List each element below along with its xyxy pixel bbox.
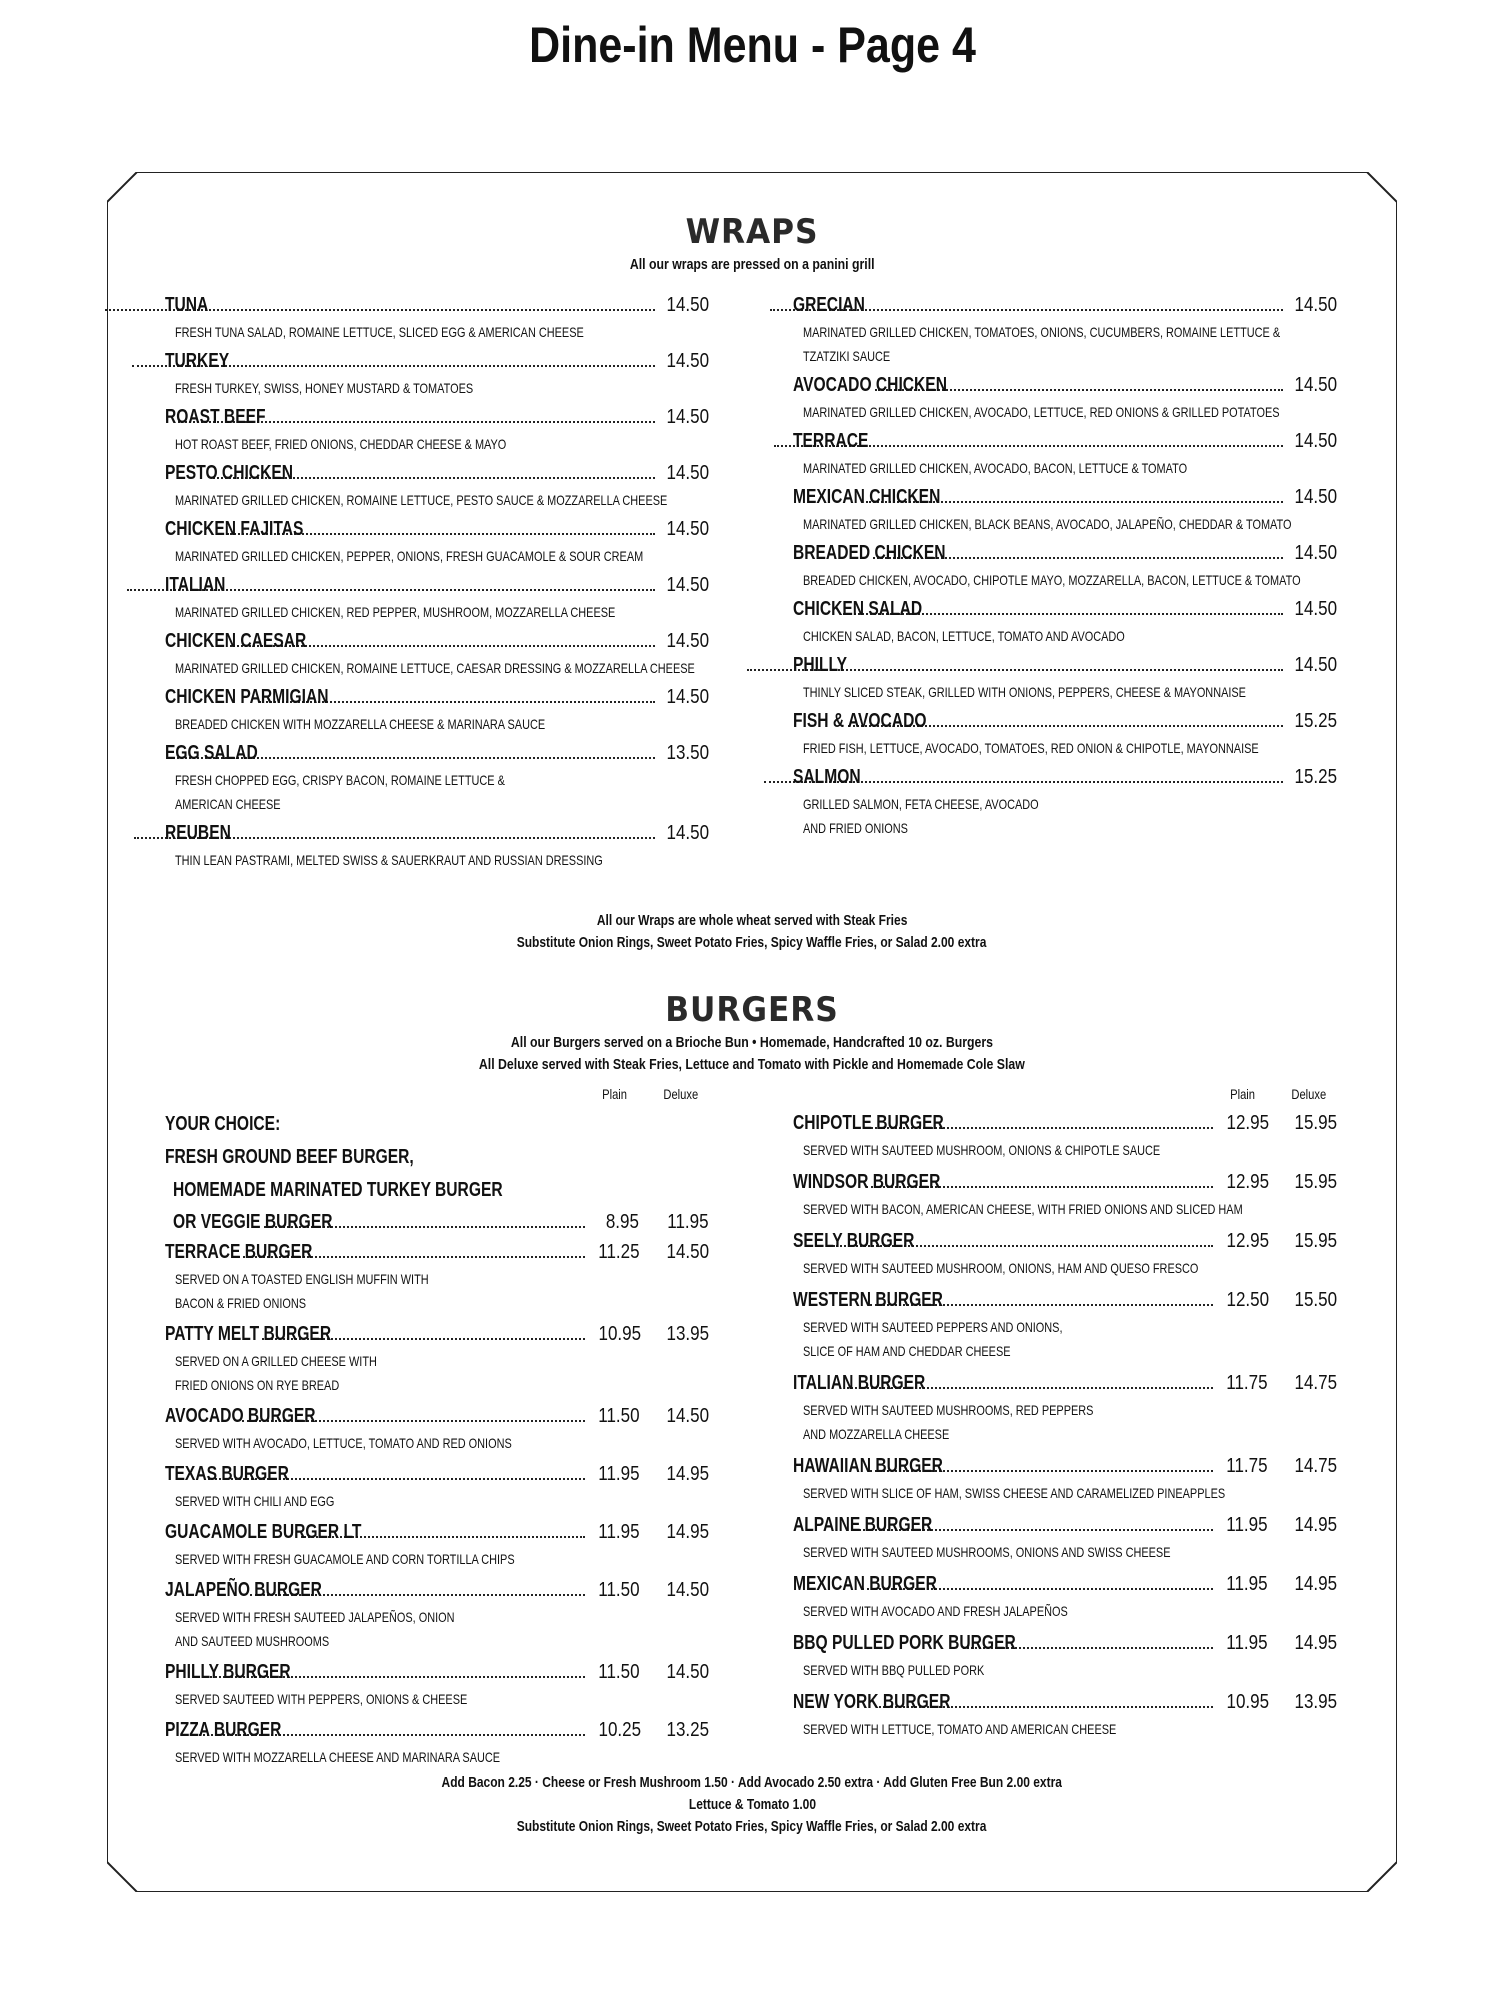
burger-plain-price: 11.25 (598, 1241, 640, 1263)
wrap-price: 14.50 (1294, 542, 1337, 564)
wrap-item (793, 594, 1337, 648)
wrap-item (793, 762, 1337, 840)
wrap-item (165, 458, 709, 512)
wrap-item-head (793, 650, 1337, 680)
wrap-item-head (165, 738, 709, 768)
burger-deluxe-price: 13.95 (666, 1323, 709, 1345)
burger-description (165, 1373, 709, 1397)
wrap-price: 14.50 (666, 630, 709, 652)
burger-deluxe-price: 13.95 (1294, 1691, 1337, 1713)
wrap-price: 14.50 (1294, 430, 1337, 452)
wrap-description-text: THIN LEAN PASTRAMI, MELTED SWISS & SAUERKRAUT AND RUSSIAN DRESSING (175, 852, 603, 868)
burger-name: ALPAINE BURGER (793, 1514, 933, 1536)
burger-plain-price: 11.95 (598, 1521, 640, 1543)
wrap-description (165, 320, 709, 344)
burger-plain-price: 11.75 (1226, 1455, 1268, 1477)
burger-description (165, 1349, 709, 1373)
burgers-subtitle-1: All our Burgers served on a Brioche Bun • Homemade, Handcrafted 10 oz. Burgers (510, 1034, 994, 1051)
wrap-price: 14.50 (666, 462, 709, 484)
wrap-description (793, 344, 1337, 368)
wrap-description-text: MARINATED GRILLED CHICKEN, ROMAINE LETTUCE, CAESAR DRESSING & MOZZARELLA CHEESE (175, 660, 695, 676)
burger-plain-price: 10.25 (598, 1719, 642, 1741)
wraps-note-1: All our Wraps are whole wheat served with Steak Fries (596, 912, 908, 929)
burger-name: WESTERN BURGER (793, 1289, 943, 1311)
wraps-subtitle: All our wraps are pressed on a panini grill (629, 256, 875, 273)
wrap-item (793, 650, 1337, 704)
wrap-description (165, 488, 709, 512)
burger-deluxe-price: 15.95 (1294, 1230, 1337, 1252)
burger-plain-price: 12.50 (1226, 1289, 1270, 1311)
burger-description-text: BACON & FRIED ONIONS (175, 1295, 307, 1311)
wrap-description (793, 456, 1337, 480)
wrap-description (165, 768, 709, 792)
wrap-item-head (165, 290, 709, 320)
wrap-description-text: HOT ROAST BEEF, FRIED ONIONS, CHEDDAR CHEESE & MAYO (175, 436, 507, 452)
wrap-description-text: CHICKEN SALAD, BACON, LETTUCE, TOMATO AND AVOCADO (803, 628, 1125, 644)
burger-description (793, 1398, 1337, 1422)
burger-description (165, 1629, 709, 1653)
wrap-item-head (793, 538, 1337, 568)
burger-item-head (793, 1226, 1337, 1256)
burger-description (793, 1599, 1337, 1623)
wrap-name: FISH & AVOCADO (793, 710, 927, 732)
wrap-price: 14.50 (666, 406, 709, 428)
burger-deluxe-price: 13.25 (666, 1719, 709, 1741)
burger-description-text: SERVED ON A GRILLED CHEESE WITH (175, 1353, 377, 1369)
burger-item-head (165, 1517, 709, 1547)
wrap-price: 14.50 (1294, 294, 1337, 316)
burger-item (793, 1569, 1337, 1623)
wrap-description (793, 568, 1337, 592)
wrap-description (793, 512, 1337, 536)
burger-item (793, 1167, 1337, 1221)
wrap-description-text: MARINATED GRILLED CHICKEN, RED PEPPER, MUSHROOM, MOZZARELLA CHEESE (175, 604, 616, 620)
burger-item-head (793, 1451, 1337, 1481)
burger-item (793, 1368, 1337, 1446)
menu-frame (107, 172, 1397, 1892)
burger-deluxe-price: 14.75 (1294, 1455, 1337, 1477)
wrap-price: 14.50 (666, 822, 709, 844)
burgers-title: BURGERS (665, 990, 839, 1030)
burger-description-text: SLICE OF HAM AND CHEDDAR CHEESE (803, 1343, 1011, 1359)
burger-name: SEELY BURGER (793, 1230, 915, 1252)
wrap-item-head (165, 570, 709, 600)
wrap-item-head (793, 482, 1337, 512)
wrap-name: CHICKEN FAJITAS (165, 518, 304, 540)
right-col-deluxe-header: Deluxe (1291, 1086, 1327, 1102)
wrap-item-head (165, 626, 709, 656)
burger-deluxe-price: 14.95 (666, 1521, 709, 1543)
wrap-item (165, 570, 709, 624)
burger-item (165, 1657, 709, 1711)
burger-name: HAWAIIAN BURGER (793, 1455, 943, 1477)
wrap-price: 14.50 (666, 686, 709, 708)
burger-description-text: SERVED SAUTEED WITH PEPPERS, ONIONS & CHEESE (175, 1691, 468, 1707)
burger-name: BBQ PULLED PORK BURGER (793, 1632, 1016, 1654)
wrap-description-text: BREADED CHICKEN, AVOCADO, CHIPOTLE MAYO, MOZZARELLA, BACON, LETTUCE & TOMATO (803, 572, 1301, 588)
burger-description-text: FRIED ONIONS ON RYE BREAD (175, 1377, 340, 1393)
wrap-item (165, 290, 709, 344)
burger-description (793, 1138, 1337, 1162)
burger-description (165, 1267, 709, 1291)
wrap-description (793, 680, 1337, 704)
burger-item (165, 1575, 709, 1653)
wrap-name: REUBEN (165, 822, 231, 844)
burger-name: TERRACE BURGER (165, 1241, 313, 1263)
wrap-name: MEXICAN CHICKEN (793, 486, 941, 508)
wrap-description (793, 816, 1337, 840)
burger-deluxe-price: 14.50 (666, 1241, 709, 1263)
wrap-item-head (165, 346, 709, 376)
wrap-item-head (165, 402, 709, 432)
wraps-left-column (165, 290, 709, 874)
burger-item-head (165, 1237, 709, 1267)
burger-description-text: SERVED WITH SAUTEED MUSHROOM, ONIONS & CHIPOTLE SAUCE (803, 1142, 1161, 1158)
burger-plain-price: 8.95 (605, 1211, 639, 1233)
wrap-item-head (165, 682, 709, 712)
left-col-deluxe-header: Deluxe (663, 1086, 699, 1102)
burger-item-head (165, 1715, 709, 1745)
burger-description (793, 1256, 1337, 1280)
wrap-description-text: FRIED FISH, LETTUCE, AVOCADO, TOMATOES, RED ONION & CHIPOTLE, MAYONNAISE (803, 740, 1259, 756)
burger-item-veggie (165, 1207, 709, 1237)
wrap-name: EGG SALAD (165, 742, 258, 764)
wrap-item-head (793, 762, 1337, 792)
wrap-item-head (793, 290, 1337, 320)
burger-deluxe-price: 14.50 (666, 1661, 709, 1683)
wrap-name: BREADED CHICKEN (793, 542, 946, 564)
wrap-name: GRECIAN (793, 294, 865, 316)
wrap-description (165, 544, 709, 568)
burger-plain-price: 11.75 (1226, 1372, 1268, 1394)
right-col-plain-header: Plain (1230, 1086, 1256, 1102)
burger-description-text: SERVED ON A TOASTED ENGLISH MUFFIN WITH (175, 1271, 429, 1287)
wrap-name: SALMON (793, 766, 861, 788)
burger-description (793, 1540, 1337, 1564)
burger-description-text: SERVED WITH SAUTEED MUSHROOM, ONIONS, HAM AND QUESO FRESCO (803, 1260, 1199, 1276)
burger-description-text: SERVED WITH SAUTEED MUSHROOMS, RED PEPPERS (803, 1402, 1094, 1418)
burger-name: ITALIAN BURGER (793, 1372, 926, 1394)
wrap-description (793, 320, 1337, 344)
burger-description (793, 1315, 1337, 1339)
wrap-name: PHILLY (793, 654, 848, 676)
burger-description-text: SERVED WITH AVOCADO, LETTUCE, TOMATO AND RED ONIONS (175, 1435, 512, 1451)
burger-description-text: SERVED WITH BACON, AMERICAN CHEESE, WITH FRIED ONIONS AND SLICED HAM (803, 1201, 1243, 1217)
burger-name: NEW YORK BURGER (793, 1691, 951, 1713)
burger-description (793, 1197, 1337, 1221)
burger-name: PHILLY BURGER (165, 1661, 291, 1683)
wrap-description-text: AMERICAN CHEESE (175, 796, 281, 812)
burger-plain-price: 11.50 (598, 1405, 640, 1427)
burger-item-head (793, 1167, 1337, 1197)
burger-item-head (793, 1628, 1337, 1658)
wraps-title: WRAPS (685, 212, 819, 252)
burger-name: CHIPOTLE BURGER (793, 1112, 944, 1134)
burgers-note-1: Add Bacon 2.25 · Cheese or Fresh Mushroom 1.50 · Add Avocado 2.50 extra · Add Gluten Free Bun 2.00 extra (441, 1774, 1063, 1791)
burger-item (793, 1108, 1337, 1162)
wrap-description-text: AND FRIED ONIONS (803, 820, 908, 836)
wrap-price: 13.50 (666, 742, 709, 764)
burger-name: WINDSOR BURGER (793, 1171, 941, 1193)
burger-description-text: AND MOZZARELLA CHEESE (803, 1426, 950, 1442)
burger-description-text: SERVED WITH MOZZARELLA CHEESE AND MARINARA SAUCE (175, 1749, 501, 1765)
burgers-note-2: Lettuce & Tomato 1.00 (688, 1796, 816, 1813)
choice-line-2: FRESH GROUND BEEF BURGER, (165, 1146, 414, 1168)
burger-item (165, 1237, 709, 1315)
burger-item-head (165, 1401, 709, 1431)
burger-description-text: SERVED WITH SLICE OF HAM, SWISS CHEESE AND CARAMELIZED PINEAPPLES (803, 1485, 1226, 1501)
wrap-item (165, 738, 709, 816)
burger-deluxe-price: 15.95 (1294, 1112, 1337, 1134)
wrap-description (165, 848, 709, 872)
wrap-item (165, 514, 709, 568)
burger-item (165, 1517, 709, 1571)
burgers-subtitle-2: All Deluxe served with Steak Fries, Lettuce and Tomato with Pickle and Homemade Cole Slaw (479, 1056, 1025, 1073)
burger-description-text: SERVED WITH CHILI AND EGG (175, 1493, 335, 1509)
wrap-name: ITALIAN (165, 574, 226, 596)
burger-name: AVOCADO BURGER (165, 1405, 316, 1427)
burger-description (165, 1745, 709, 1769)
wrap-description-text: FRESH TURKEY, SWISS, HONEY MUSTARD & TOMATOES (175, 380, 474, 396)
wrap-description (793, 792, 1337, 816)
burger-item (793, 1226, 1337, 1280)
wrap-item-head (165, 458, 709, 488)
wrap-item (165, 346, 709, 400)
burgers-left-column (165, 1108, 709, 1773)
choice-line-3: HOMEMADE MARINATED TURKEY BURGER (173, 1179, 503, 1201)
wrap-description-text: MARINATED GRILLED CHICKEN, AVOCADO, BACON, LETTUCE & TOMATO (803, 460, 1188, 476)
wrap-item-head (793, 426, 1337, 456)
burger-deluxe-price: 14.50 (666, 1405, 709, 1427)
wrap-item (793, 426, 1337, 480)
wrap-name: TUNA (165, 294, 209, 316)
burger-deluxe-price: 14.95 (1294, 1632, 1337, 1654)
burger-item-head (793, 1368, 1337, 1398)
wraps-note-2: Substitute Onion Rings, Sweet Potato Fries, Spicy Waffle Fries, or Salad 2.00 extra (517, 934, 987, 951)
burger-item (793, 1687, 1337, 1741)
wrap-description (165, 656, 709, 680)
burger-description (165, 1291, 709, 1315)
wrap-description-text: MARINATED GRILLED CHICKEN, PEPPER, ONIONS, FRESH GUACAMOLE & SOUR CREAM (175, 548, 644, 564)
wrap-description-text: BREADED CHICKEN WITH MOZZARELLA CHEESE & MARINARA SAUCE (175, 716, 546, 732)
wrap-name: PESTO CHICKEN (165, 462, 294, 484)
burger-plain-price: 12.95 (1226, 1230, 1270, 1252)
wrap-item (793, 538, 1337, 592)
burger-plain-price: 12.95 (1226, 1171, 1270, 1193)
burger-plain-price: 11.95 (1226, 1632, 1268, 1654)
wrap-price: 14.50 (666, 350, 709, 372)
wrap-item-head (793, 706, 1337, 736)
burger-plain-price: 11.50 (598, 1661, 640, 1683)
wrap-price: 14.50 (1294, 654, 1337, 676)
burger-item (165, 1319, 709, 1397)
burger-description (793, 1339, 1337, 1363)
burger-item-head (165, 1657, 709, 1687)
burger-deluxe-price: 14.50 (666, 1579, 709, 1601)
burger-name: JALAPEÑO BURGER (165, 1579, 322, 1601)
burger-item (165, 1715, 709, 1769)
burger-description (165, 1431, 709, 1455)
wrap-description (165, 376, 709, 400)
wrap-description (793, 400, 1337, 424)
left-col-plain-header: Plain (602, 1086, 628, 1102)
wrap-item (165, 682, 709, 736)
burger-description-text: SERVED WITH BBQ PULLED PORK (803, 1662, 985, 1678)
wrap-item-head (793, 594, 1337, 624)
burger-description-text: SERVED WITH FRESH SAUTEED JALAPEÑOS, ONION (175, 1609, 455, 1625)
wrap-description-text: TZATZIKI SAUCE (803, 348, 891, 364)
wrap-item-head (793, 370, 1337, 400)
wrap-description (165, 600, 709, 624)
burger-name: OR VEGGIE BURGER (173, 1211, 333, 1233)
burger-item-head (165, 1459, 709, 1489)
wrap-name: TERRACE (793, 430, 869, 452)
burger-plain-price: 10.95 (598, 1323, 642, 1345)
wrap-description-text: FRESH CHOPPED EGG, CRISPY BACON, ROMAINE LETTUCE & (175, 772, 505, 788)
wrap-price: 14.50 (1294, 598, 1337, 620)
burger-description-text: SERVED WITH SAUTEED PEPPERS AND ONIONS, (803, 1319, 1063, 1335)
wrap-description-text: MARINATED GRILLED CHICKEN, AVOCADO, LETTUCE, RED ONIONS & GRILLED POTATOES (803, 404, 1280, 420)
burger-name: PATTY MELT BURGER (165, 1323, 332, 1345)
wrap-item (165, 626, 709, 680)
wrap-description (165, 792, 709, 816)
burger-description (165, 1687, 709, 1711)
burger-deluxe-price: 14.95 (1294, 1514, 1337, 1536)
wrap-description (165, 712, 709, 736)
wrap-description-text: GRILLED SALMON, FETA CHEESE, AVOCADO (803, 796, 1039, 812)
wrap-price: 14.50 (666, 518, 709, 540)
wrap-name: CHICKEN CAESAR (165, 630, 307, 652)
burger-description (165, 1547, 709, 1571)
wrap-description-text: FRESH TUNA SALAD, ROMAINE LETTUCE, SLICED EGG & AMERICAN CHEESE (175, 324, 584, 340)
burger-item (165, 1401, 709, 1455)
wrap-price: 14.50 (666, 294, 709, 316)
wrap-price: 15.25 (1294, 710, 1337, 732)
wrap-item-head (165, 514, 709, 544)
wrap-name: CHICKEN PARMIGIAN (165, 686, 329, 708)
burger-plain-price: 11.95 (598, 1463, 640, 1485)
wrap-description-text: MARINATED GRILLED CHICKEN, BLACK BEANS, AVOCADO, JALAPEÑO, CHEDDAR & TOMATO (803, 516, 1292, 532)
burger-description-text: SERVED WITH FRESH GUACAMOLE AND CORN TORTILLA CHIPS (175, 1551, 515, 1567)
burger-plain-price: 11.95 (1226, 1514, 1268, 1536)
burger-description (165, 1605, 709, 1629)
burgers-note-3: Substitute Onion Rings, Sweet Potato Fries, Spicy Waffle Fries, or Salad 2.00 extra (517, 1818, 987, 1835)
burger-description (793, 1717, 1337, 1741)
burger-description-text: AND SAUTEED MUSHROOMS (175, 1633, 330, 1649)
burger-deluxe-price: 14.95 (1294, 1573, 1337, 1595)
wrap-item (793, 370, 1337, 424)
burger-plain-price: 10.95 (1226, 1691, 1270, 1713)
burger-description (793, 1481, 1337, 1505)
page-title: Dine-in Menu - Page 4 (529, 17, 976, 73)
burger-item-head (165, 1319, 709, 1349)
burger-item-head (165, 1575, 709, 1605)
burger-name: MEXICAN BURGER (793, 1573, 937, 1595)
burgers-right-column (793, 1108, 1337, 1746)
choice-line-1: YOUR CHOICE: (165, 1113, 281, 1135)
wrap-description (793, 736, 1337, 760)
burger-item (793, 1451, 1337, 1505)
wrap-description (793, 624, 1337, 648)
wrap-price: 14.50 (1294, 486, 1337, 508)
burger-plain-price: 11.95 (1226, 1573, 1268, 1595)
burger-description-text: SERVED WITH AVOCADO AND FRESH JALAPEÑOS (803, 1603, 1068, 1619)
wrap-price: 15.25 (1294, 766, 1337, 788)
burger-name: GUACAMOLE BURGER LT (165, 1521, 362, 1543)
burger-deluxe-price: 14.95 (666, 1463, 709, 1485)
burger-description-text: SERVED WITH LETTUCE, TOMATO AND AMERICAN CHEESE (803, 1721, 1117, 1737)
burger-deluxe-price: 11.95 (667, 1211, 709, 1233)
wrap-name: AVOCADO CHICKEN (793, 374, 947, 396)
wrap-item (793, 706, 1337, 760)
burger-item (793, 1628, 1337, 1682)
burger-item-head (793, 1510, 1337, 1540)
wrap-item (165, 818, 709, 872)
wrap-item-head (165, 818, 709, 848)
burger-name: TEXAS BURGER (165, 1463, 289, 1485)
burger-item-head (793, 1687, 1337, 1717)
burger-item-head (793, 1285, 1337, 1315)
burger-description-text: SERVED WITH SAUTEED MUSHROOMS, ONIONS AND SWISS CHEESE (803, 1544, 1171, 1560)
wrap-item (793, 290, 1337, 368)
wrap-description-text: MARINATED GRILLED CHICKEN, ROMAINE LETTUCE, PESTO SAUCE & MOZZARELLA CHEESE (175, 492, 668, 508)
burger-plain-price: 12.95 (1226, 1112, 1270, 1134)
burger-item (793, 1285, 1337, 1363)
wrap-price: 14.50 (1294, 374, 1337, 396)
wrap-name: TURKEY (165, 350, 230, 372)
burger-deluxe-price: 15.95 (1294, 1171, 1337, 1193)
burger-plain-price: 11.50 (598, 1579, 640, 1601)
wrap-name: ROAST BEEF (165, 406, 266, 428)
wrap-name: CHICKEN SALAD (793, 598, 923, 620)
burger-name: PIZZA BURGER (165, 1719, 282, 1741)
burger-item (165, 1459, 709, 1513)
wrap-item (793, 482, 1337, 536)
burger-item-head (793, 1108, 1337, 1138)
burger-item-head (793, 1569, 1337, 1599)
wrap-description-text: MARINATED GRILLED CHICKEN, TOMATOES, ONIONS, CUCUMBERS, ROMAINE LETTUCE & (803, 324, 1281, 340)
wrap-item (165, 402, 709, 456)
burger-deluxe-price: 15.50 (1294, 1289, 1337, 1311)
burger-description (165, 1489, 709, 1513)
wraps-right-column (793, 290, 1337, 842)
burger-deluxe-price: 14.75 (1294, 1372, 1337, 1394)
burger-item (793, 1510, 1337, 1564)
wrap-description (165, 432, 709, 456)
burger-description (793, 1422, 1337, 1446)
wrap-price: 14.50 (666, 574, 709, 596)
wrap-description-text: THINLY SLICED STEAK, GRILLED WITH ONIONS, PEPPERS, CHEESE & MAYONNAISE (803, 684, 1246, 700)
burger-description (793, 1658, 1337, 1682)
